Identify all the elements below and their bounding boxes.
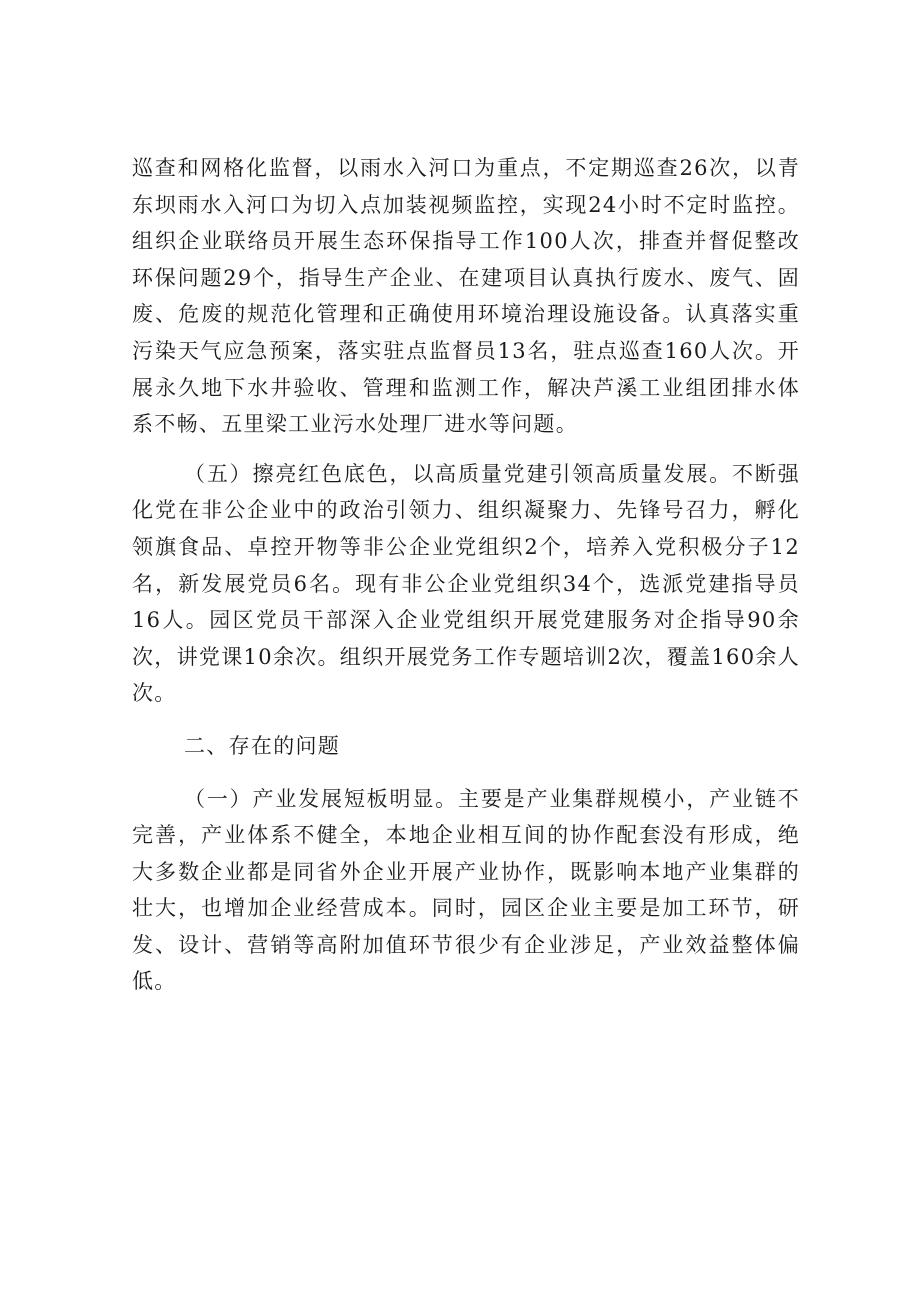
paragraph-environmental-supervision: 巡查和网格化监督，以雨水入河口为重点，不定期巡查26次，以青东坝雨水入河口为切入点加装视频监控，实现24小时不定时监控。组织企业联络员开展生态环保指导工作100人次，排查并督促整改环保问题29个，指导生产企业、在建项目认真执行废水、废气、固废、危废的规范化管理和正确使用环境治理设施设备。认真落实重污染天气应急预案，落实驻点监督员13名，驻点巡查160人次。开展永久地下水井验收、管理和监测工作，解决芦溪工业组团排水体系不畅、五里梁工业污水处理厂进水等问题。 bbox=[132, 156, 800, 437]
section-heading-existing-problems: 二、存在的问题 bbox=[184, 733, 341, 758]
paragraph-industry-shortcomings: （一）产业发展短板明显。主要是产业集群规模小，产业链不完善，产业体系不健全，本地企业相互间的协作配套没有形成，绝大多数企业都是同省外企业开展产业协作，既影响本地产业集群的壮大，也增加企业经营成本。同时，园区企业主要是加工环节，研发、设计、营销等高附加值环节很少有企业涉足，产业效益整体偏低。 bbox=[132, 786, 800, 994]
paragraph-party-building: （五）擦亮红色底色，以高质量党建引领高质量发展。不断强化党在非公企业中的政治引领力、组织凝聚力、先锋号召力，孵化领旗食品、卓控开物等非公企业党组织2个，培养入党积极分子12名，新发展党员6名。现有非公企业党组织34个，选派党建指导员16人。园区党员干部深入企业党组织开展党建服务对企指导90余次，讲党课10余次。组织开展党务工作专题培训2次，覆盖160余人次。 bbox=[132, 461, 800, 706]
document-body bbox=[132, 150, 800, 1000]
